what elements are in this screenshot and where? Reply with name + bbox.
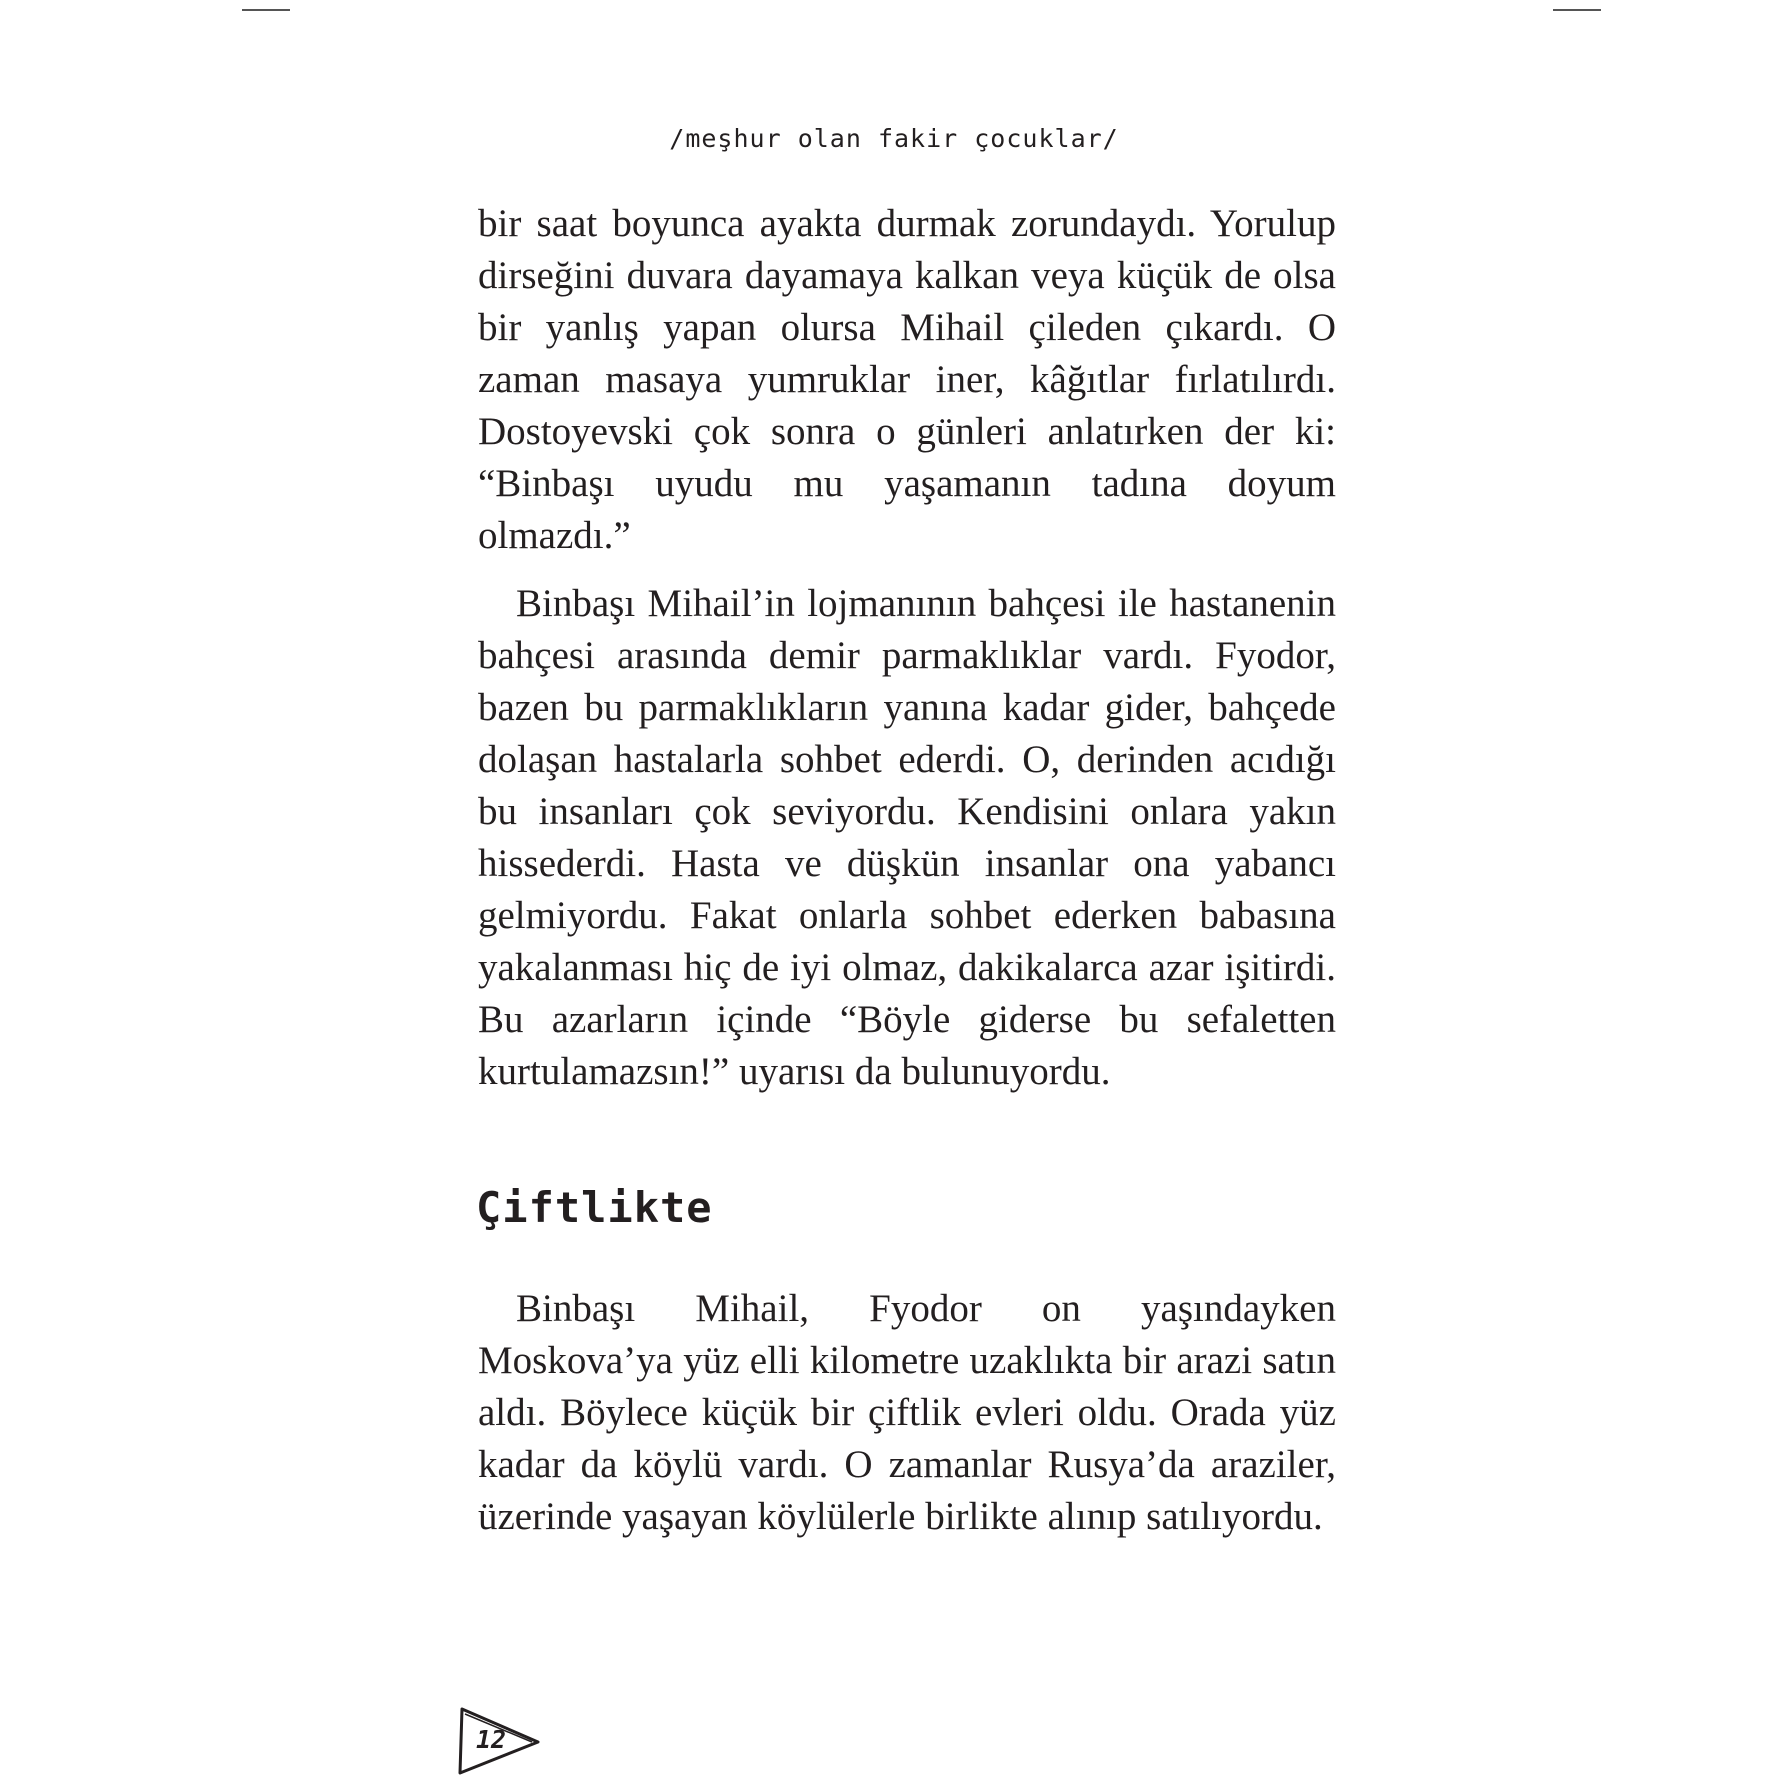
- text-block-section: [478, 1283, 1336, 1543]
- paragraph-2: Binbaşı Mihail’in lojmanının bahçesi ile hastanenin bahçesi arasında demir parmaklıklar vardı. Fyodor, bazen bu parmaklıkların yanına kadar gider, bahçede dolaşan hastalarla sohbet ederdi. O, derinden acıdığı bu insanları çok seviyordu. Kendisini onlara yakın hissederdi. Hasta ve düşkün insanlar ona yabancı gelmiyordu. Fakat onlarla sohbet ederken babasına yakalanması hiç de iyi olmaz, dakikalarca azar işitirdi. Bu azarların içinde “Böyle giderse bu sefaletten kurtulamazsın!” uyarısı da bulunuyordu.: [478, 582, 1336, 1093]
- running-head: /meşhur olan fakir çocuklar/: [669, 124, 1119, 153]
- page-number-badge: [458, 1706, 542, 1776]
- crop-mark-left: [242, 9, 290, 11]
- text-block-top: [478, 198, 1336, 562]
- paragraph-1: bir saat boyunca ayakta durmak zorundaydı. Yorulup dirseğini duvara dayamaya kalkan veya küçük de olsa bir yanlış yapan olursa Mihail çileden çıkardı. O zaman masaya yumruklar iner, kâğıtlar fırlatılırdı. Dostoyevski çok sonra o günleri anlatırken der ki: “Binbaşı uyudu mu yaşamanın tadına doyum olmazdı.”: [478, 202, 1336, 557]
- page-number: 12: [476, 1725, 507, 1754]
- paragraph-3: Binbaşı Mihail, Fyodor on yaşındayken Moskova’ya yüz elli kilometre uzaklıkta bir arazi satın aldı. Böylece küçük bir çiftlik evleri oldu. Orada yüz kadar da köylü vardı. O zamanlar Rusya’da araziler, üzerinde yaşayan köylülerle birlikte alınıp satılıyordu.: [478, 1287, 1336, 1538]
- crop-mark-right: [1553, 9, 1601, 11]
- section-heading: Çiftlikte: [476, 1183, 713, 1232]
- text-block-middle: [478, 578, 1336, 1098]
